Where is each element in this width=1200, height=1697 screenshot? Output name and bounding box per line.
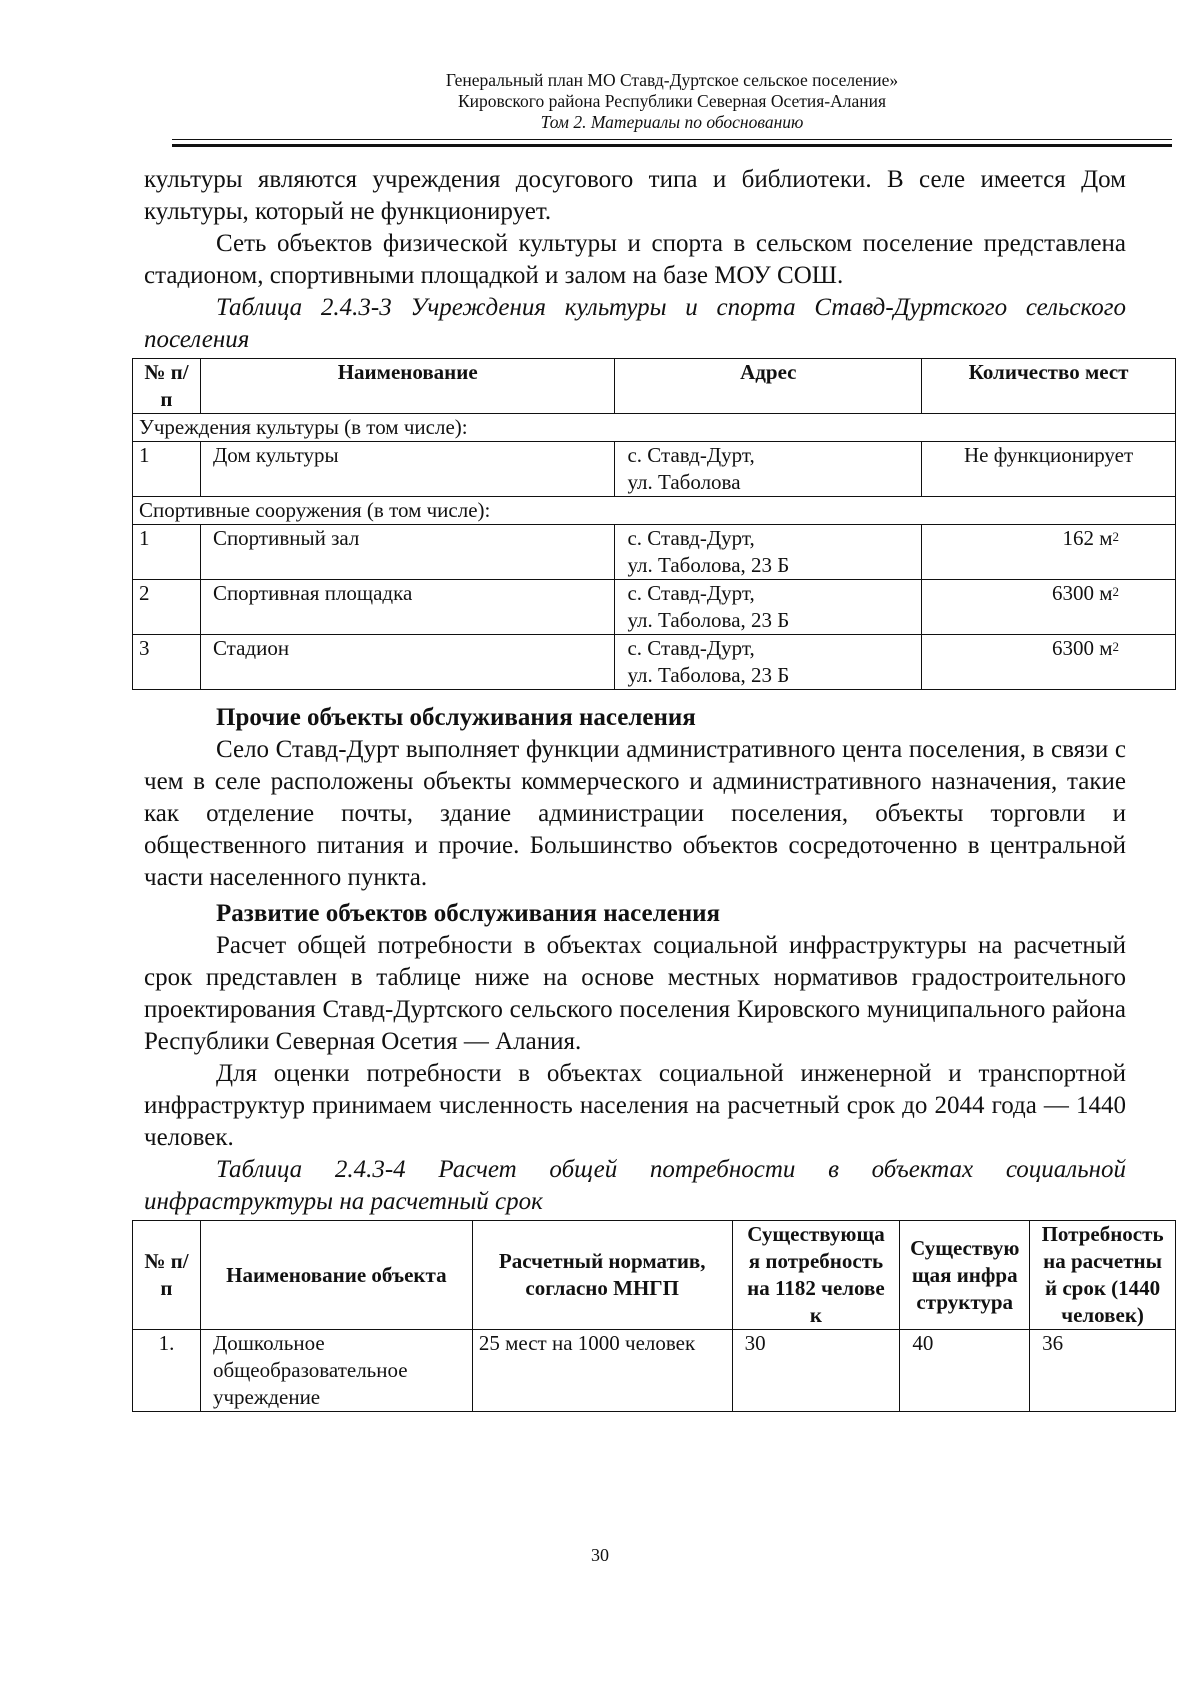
header-norm: Расчетный норматив, согласно МНГП: [472, 1221, 732, 1330]
cell-norm: 25 мест на 1000 человек: [472, 1330, 732, 1412]
header-object-name: Наименование объекта: [200, 1221, 472, 1330]
header-future-need: Потребность на расчетный срок (1440 человек): [1030, 1221, 1176, 1330]
table-group-row: [133, 414, 1176, 442]
group-sport: Спортивные сооружения (в том числе):: [133, 497, 1176, 525]
header-line-3: Том 2. Материалы по обоснованию: [540, 112, 804, 132]
paragraph-sport: Сеть объектов физической культуры и спорта в сельском поселение представлена стадионом, спортивными площадкой и залом на базе МОУ СОШ.: [144, 230, 1126, 289]
cell-places: [922, 635, 1176, 690]
header-num: № п/п: [133, 1221, 201, 1330]
header-address: Адрес: [615, 359, 922, 414]
cell-places: Не функционирует: [922, 442, 1176, 497]
section-heading-other: Прочие объекты обслуживания населения: [216, 704, 696, 731]
cell-existing-infra: 40: [900, 1330, 1030, 1412]
address-line-2: ул. Таболова, 23 Б: [627, 608, 790, 632]
address-line-1: с. Ставд-Дурт,: [627, 443, 755, 467]
cell-name: Стадион: [200, 635, 615, 690]
table-row: [133, 580, 1176, 635]
address-line-2: ул. Таболова, 23 Б: [627, 663, 790, 687]
table-row: [133, 442, 1176, 497]
table-caption-1: Таблица 2.4.3-3 Учреждения культуры и спорта Ставд-Дуртского сельского поселения: [144, 294, 1126, 353]
cell-future-need: 36: [1030, 1330, 1176, 1412]
cell-address: [615, 580, 922, 635]
cell-name: Спортивная площадка: [200, 580, 615, 635]
unit-exponent: 2: [1112, 639, 1119, 654]
section-heading-development: Развитие объектов обслуживания населения: [216, 900, 721, 927]
header-name: Наименование: [200, 359, 615, 414]
address-line-1: с. Ставд-Дурт,: [627, 526, 755, 550]
unit-exponent: 2: [1112, 529, 1119, 544]
table-row: [133, 525, 1176, 580]
cell-num: 1.: [133, 1330, 201, 1412]
places-value: 162 м: [1062, 526, 1113, 550]
table-header-row: [133, 1221, 1176, 1330]
header-line-2: Кировского района Республики Северная Осетия-Алания: [457, 91, 887, 111]
cell-address: [615, 635, 922, 690]
document-body: [139, 164, 1164, 1412]
header-num: № п/п: [133, 359, 201, 414]
table-header-row: [133, 359, 1176, 414]
cell-existing-need: 30: [732, 1330, 900, 1412]
culture-sport-table: [132, 358, 1176, 690]
unit-exponent: 2: [1112, 584, 1119, 599]
table-group-row: [133, 497, 1176, 525]
header-rule-thin: [172, 139, 1172, 140]
address-line-1: с. Ставд-Дурт,: [627, 581, 755, 605]
places-value: 6300 м: [1051, 581, 1113, 605]
table-row: [133, 1330, 1176, 1412]
places-value: 6300 м: [1051, 636, 1113, 660]
cell-num: 1: [133, 525, 201, 580]
group-culture: Учреждения культуры (в том числе):: [133, 414, 1176, 442]
infrastructure-need-table: [132, 1220, 1176, 1412]
header-places: Количество мест: [922, 359, 1176, 414]
page-number: 30: [591, 1545, 609, 1565]
address-line-1: с. Ставд-Дурт,: [627, 636, 755, 660]
header-existing-infra: Существующая инфраструктура: [900, 1221, 1030, 1330]
paragraph-other-objects: Село Ставд-Дурт выполняет функции административного цента поселения, в связи с чем в селе расположены объекты коммерческого и административного назначения, такие как отделение почты, здание администрации поселения, объекты торговли и общественного питания и прочие. Большинство объектов сосредоточенно в центральной части населенного пункта.: [144, 736, 1126, 891]
cell-num: 3: [133, 635, 201, 690]
cell-num: 2: [133, 580, 201, 635]
address-line-2: ул. Таболова, 23 Б: [627, 553, 790, 577]
cell-places: [922, 580, 1176, 635]
header-rule-thick: [172, 144, 1172, 147]
cell-name: Спортивный зал: [200, 525, 615, 580]
table-row: [133, 635, 1176, 690]
cell-num: 1: [133, 442, 201, 497]
cell-address: [615, 525, 922, 580]
cell-address: [615, 442, 922, 497]
document-header: [172, 70, 1172, 133]
table-caption-2: Таблица 2.4.3-4 Расчет общей потребности в объектах социальной инфраструктуры на расчетный срок: [144, 1156, 1126, 1215]
cell-name: Дом культуры: [200, 442, 615, 497]
paragraph-culture: культуры являются учреждения досугового типа и библиотеки. В селе имеется Дом культуры, который не функционирует.: [144, 166, 1126, 225]
header-existing-need: Существующая потребность на 1182 человек: [732, 1221, 900, 1330]
cell-places: [922, 525, 1176, 580]
cell-object-name: Дошкольное общеобразовательное учреждение: [200, 1330, 472, 1412]
paragraph-population: Для оценки потребности в объектах социальной инженерной и транспортной инфраструктур принимаем численность населения на расчетный срок до 2044 года — 1440 человек.: [144, 1060, 1126, 1151]
paragraph-calculation: Расчет общей потребности в объектах социальной инфраструктуры на расчетный срок представлен в таблице ниже на основе местных нормативов градостроительного проектирования Ставд-Дуртского сельского поселения Кировского муниципального района Республики Северная Осетия — Алания.: [144, 932, 1126, 1055]
header-line-1: Генеральный план МО Ставд-Дуртское сельское поселение»: [445, 70, 899, 90]
address-line-2: ул. Таболова: [627, 470, 741, 494]
